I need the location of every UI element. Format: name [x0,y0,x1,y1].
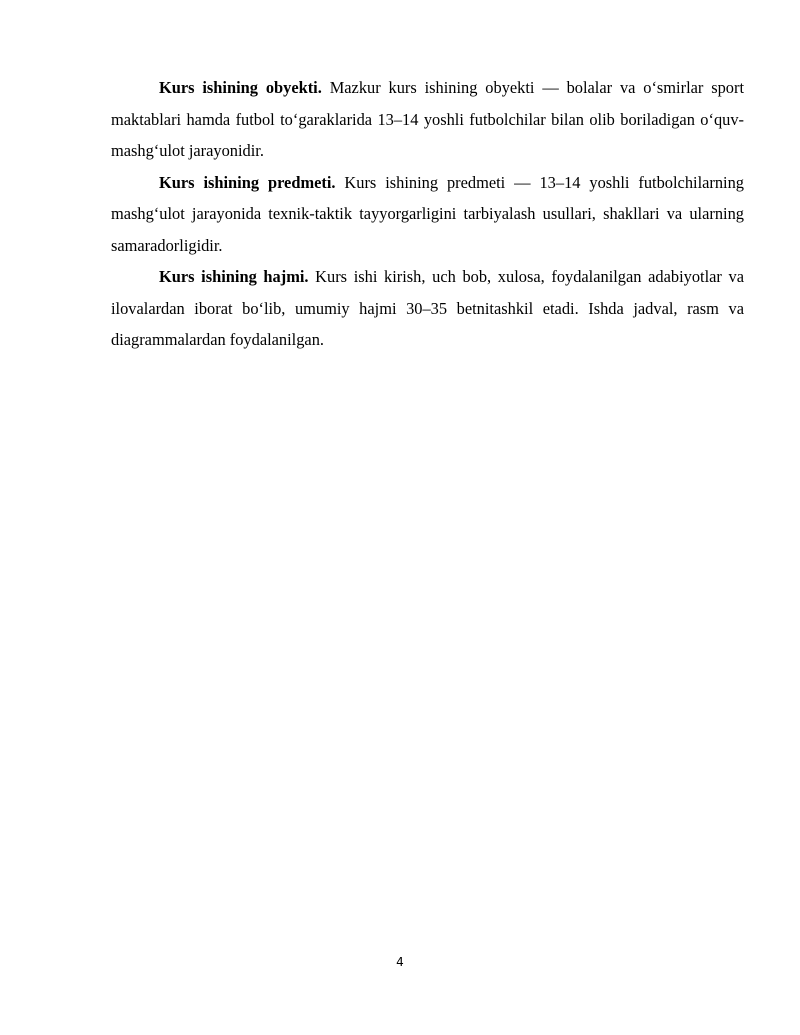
paragraph-heading: Kurs ishining obyekti. [159,78,322,97]
page-number: 4 [396,955,404,969]
paragraph-heading: Kurs ishining predmeti. [159,172,336,192]
paragraph-text: Kurs ishi kirish, uch bob, xulosa, foydalanilgan adabiyotlar va ilovalardan iborat bo‘lib, umumiy hajmi 30–35 betnitashkil etadi. Ishda jadval, rasm va diagrammalardan foydalanilgan. [111,267,744,349]
paragraph-heading: Kurs ishining hajmi. [159,267,309,286]
paragraph-text: Kurs ishining predmeti — 13–14 yoshli futbolchilarning mashg‘ulot jarayonida texnik-taktik tayyorgarligini tarbiyalash usullari, shakllari va ularning samaradorligidir. [111,172,745,255]
page-body [111,72,744,356]
paragraph-text: Mazkur kurs ishining obyekti — bolalar va o‘smirlar sport maktablari hamda futbol to‘garaklarida 13–14 yoshli futbolchilar bilan olib boriladigan o‘quv-mashg‘ulot jarayonidir. [111,78,745,160]
paragraph-volume [111,261,744,356]
paragraph-subject [111,167,744,262]
paragraph-object [111,72,744,167]
